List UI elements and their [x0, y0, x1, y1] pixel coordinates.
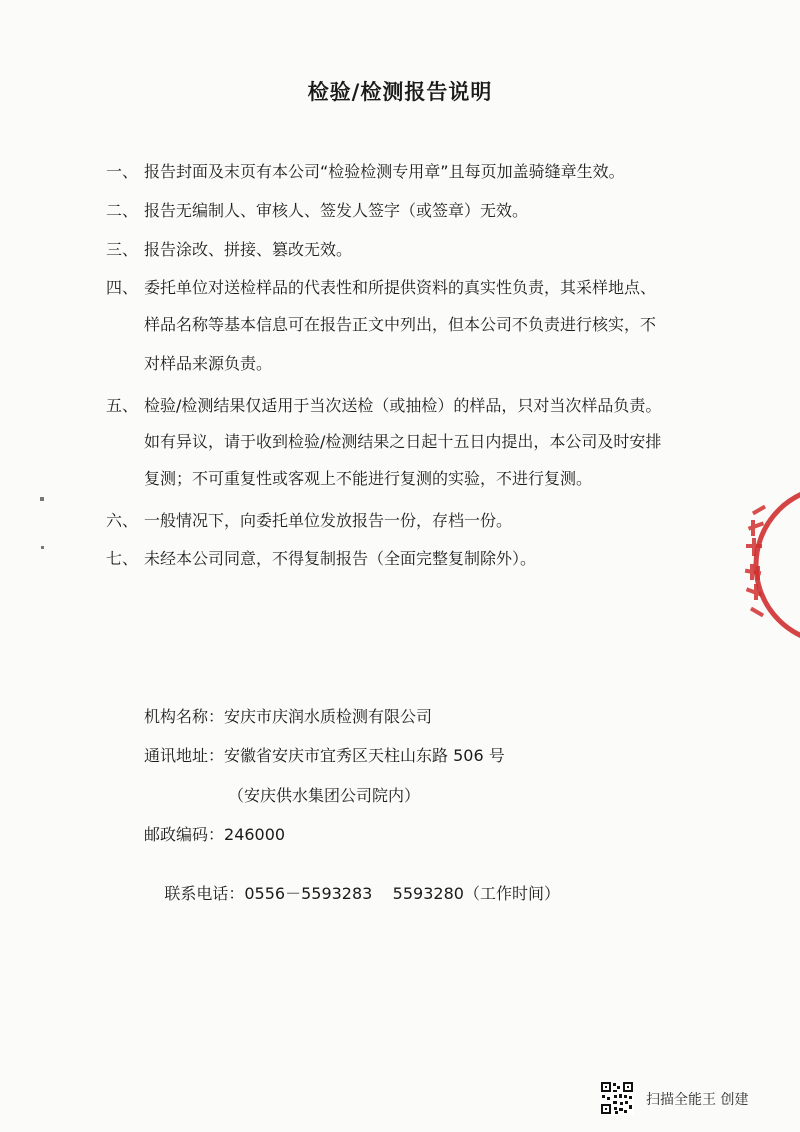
item-4-continuation: 对样品来源负责。 [144, 354, 273, 373]
postcode-label: 邮政编码： [144, 825, 225, 844]
item-4-continuation: 样品名称等基本信息可在报告正文中列出，但本公司不负责进行核实，不 [144, 315, 657, 334]
item-number: 七、 [106, 549, 139, 568]
address-value: 安徽省安庆市宜秀区天柱山东路 506 号 [224, 746, 505, 765]
item-text: 未经本公司同意，不得复制报告（全面完整复制除外）。 [144, 549, 537, 568]
item-7 [106, 549, 536, 569]
item-number: 二、 [106, 201, 139, 220]
phone-row [144, 864, 560, 924]
item-text: 委托单位对送检样品的代表性和所提供资料的真实性负责，其采样地点、 [144, 278, 657, 297]
org-label: 机构名称： [144, 707, 225, 726]
item-6 [106, 511, 512, 531]
item-text: 报告涂改、拼接、篡改无效。 [144, 240, 353, 259]
company-seal-stamp [742, 490, 800, 640]
scanner-brand-label: 扫描全能王 创建 [646, 1092, 749, 1108]
address-row [144, 746, 505, 766]
item-number: 六、 [106, 511, 139, 530]
item-number: 三、 [106, 240, 139, 259]
postcode-row [144, 825, 285, 845]
item-text: 一般情况下，向委托单位发放报告一份，存档一份。 [144, 511, 513, 530]
org-value: 安庆市庆润水质检测有限公司 [224, 707, 433, 726]
scan-speck [40, 497, 44, 501]
phone-value: 0556－5593283 5593280（工作时间） [244, 884, 560, 903]
item-4 [106, 278, 656, 298]
qr-code-icon [600, 1081, 634, 1115]
scan-speck [41, 546, 44, 549]
document-title: 检验/检测报告说明 [307, 80, 493, 104]
item-text: 报告封面及末页有本公司“检验检测专用章”且每页加盖骑缝章生效。 [144, 162, 625, 181]
item-number: 一、 [106, 162, 139, 181]
address-note: （安庆供水集团公司院内） [228, 786, 421, 805]
item-3 [106, 240, 352, 260]
seal-graphic [742, 490, 800, 640]
item-number: 四、 [106, 278, 139, 297]
phone-label: 联系电话： [164, 884, 245, 903]
item-text: 报告无编制人、审核人、签发人签字（或签章）无效。 [144, 201, 529, 220]
address-label: 通讯地址： [144, 746, 225, 765]
item-5-continuation: 复测；不可重复性或客观上不能进行复测的实验，不进行复测。 [144, 469, 593, 488]
item-5 [106, 396, 661, 416]
item-2 [106, 201, 528, 221]
item-number: 五、 [106, 396, 139, 415]
org-row [144, 707, 432, 727]
postcode-value: 246000 [224, 825, 286, 844]
item-1 [106, 162, 625, 182]
item-text: 检验/检测结果仅适用于当次送检（或抽检）的样品，只对当次样品负责。 [144, 396, 662, 415]
item-5-continuation: 如有异议，请于收到检验/检测结果之日起十五日内提出，本公司及时安排 [144, 432, 662, 451]
